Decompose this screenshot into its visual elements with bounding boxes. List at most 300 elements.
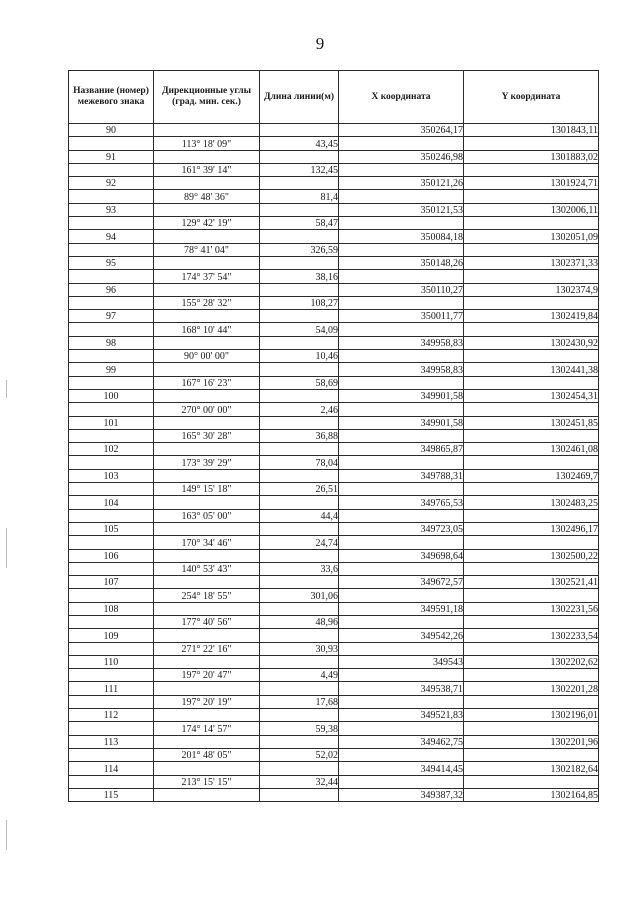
- direction-angle-cell: 78° 41' 04": [154, 243, 260, 256]
- empty-cell: [339, 190, 464, 203]
- empty-cell: [260, 416, 339, 429]
- direction-angle-cell: 155° 28' 32": [154, 296, 260, 309]
- line-length-cell: 36,88: [260, 429, 339, 442]
- header-y-coordinate: Y координата: [464, 71, 599, 124]
- empty-cell: [260, 203, 339, 216]
- table-row-segment: [69, 775, 599, 788]
- table-row-segment: [69, 137, 599, 150]
- marker-number-cell: 94: [69, 230, 154, 243]
- marker-number-cell: 115: [69, 788, 154, 801]
- empty-cell: [339, 669, 464, 682]
- table-row-point: [69, 576, 599, 589]
- empty-cell: [260, 629, 339, 642]
- empty-cell: [339, 642, 464, 655]
- line-length-cell: 78,04: [260, 456, 339, 469]
- empty-cell: [260, 363, 339, 376]
- x-coordinate-cell: 350110,27: [339, 283, 464, 296]
- line-length-cell: 33,6: [260, 562, 339, 575]
- x-coordinate-cell: 349542,26: [339, 629, 464, 642]
- empty-cell: [69, 350, 154, 363]
- empty-cell: [464, 376, 599, 389]
- line-length-cell: 4,49: [260, 669, 339, 682]
- empty-cell: [260, 283, 339, 296]
- x-coordinate-cell: 349723,05: [339, 522, 464, 535]
- direction-angle-cell: 174° 14' 57": [154, 722, 260, 735]
- empty-cell: [339, 748, 464, 761]
- table-row-segment: [69, 562, 599, 575]
- marker-number-cell: 110: [69, 655, 154, 668]
- line-length-cell: 30,93: [260, 642, 339, 655]
- empty-cell: [464, 403, 599, 416]
- empty-cell: [154, 230, 260, 243]
- x-coordinate-cell: 350148,26: [339, 256, 464, 269]
- empty-cell: [69, 323, 154, 336]
- table-row-point: [69, 522, 599, 535]
- empty-cell: [260, 735, 339, 748]
- header-direction-angle: Дирекционные углы (град. мин. сек.): [154, 71, 260, 124]
- empty-cell: [69, 615, 154, 628]
- y-coordinate-cell: 1302451,85: [464, 416, 599, 429]
- table-row-segment: [69, 695, 599, 708]
- line-length-cell: 58,47: [260, 217, 339, 230]
- table-row-point: [69, 203, 599, 216]
- table-row-segment: [69, 323, 599, 336]
- line-length-cell: 17,68: [260, 695, 339, 708]
- table-row-segment: [69, 217, 599, 230]
- empty-cell: [464, 483, 599, 496]
- empty-cell: [464, 217, 599, 230]
- empty-cell: [339, 483, 464, 496]
- table-row-segment: [69, 403, 599, 416]
- line-length-cell: 2,46: [260, 403, 339, 416]
- empty-cell: [464, 137, 599, 150]
- empty-cell: [154, 177, 260, 190]
- empty-cell: [69, 429, 154, 442]
- marker-number-cell: 104: [69, 496, 154, 509]
- line-length-cell: 108,27: [260, 296, 339, 309]
- y-coordinate-cell: 1302496,17: [464, 522, 599, 535]
- empty-cell: [464, 163, 599, 176]
- direction-angle-cell: 129° 42' 19": [154, 217, 260, 230]
- marker-number-cell: 114: [69, 762, 154, 775]
- empty-cell: [339, 562, 464, 575]
- y-coordinate-cell: 1302164,85: [464, 788, 599, 801]
- line-length-cell: 26,51: [260, 483, 339, 496]
- x-coordinate-cell: 349865,87: [339, 443, 464, 456]
- line-length-cell: 81,4: [260, 190, 339, 203]
- empty-cell: [260, 788, 339, 801]
- empty-cell: [154, 124, 260, 137]
- empty-cell: [69, 589, 154, 602]
- line-length-cell: 54,09: [260, 323, 339, 336]
- empty-cell: [260, 443, 339, 456]
- empty-cell: [69, 722, 154, 735]
- table-row-point: [69, 682, 599, 695]
- empty-cell: [69, 163, 154, 176]
- line-length-cell: 326,59: [260, 243, 339, 256]
- marker-number-cell: 95: [69, 256, 154, 269]
- empty-cell: [339, 509, 464, 522]
- empty-cell: [464, 642, 599, 655]
- empty-cell: [464, 775, 599, 788]
- table-row-point: [69, 416, 599, 429]
- empty-cell: [339, 137, 464, 150]
- empty-cell: [154, 150, 260, 163]
- marker-number-cell: 102: [69, 443, 154, 456]
- empty-cell: [464, 748, 599, 761]
- table-row-point: [69, 124, 599, 137]
- marker-number-cell: 98: [69, 336, 154, 349]
- y-coordinate-cell: 1302483,25: [464, 496, 599, 509]
- direction-angle-cell: 149° 15' 18": [154, 483, 260, 496]
- x-coordinate-cell: 349591,18: [339, 602, 464, 615]
- y-coordinate-cell: 1302196,01: [464, 709, 599, 722]
- table-row-segment: [69, 642, 599, 655]
- empty-cell: [464, 562, 599, 575]
- y-coordinate-cell: 1301883,02: [464, 150, 599, 163]
- marker-number-cell: 109: [69, 629, 154, 642]
- marker-number-cell: 93: [69, 203, 154, 216]
- empty-cell: [154, 336, 260, 349]
- empty-cell: [260, 655, 339, 668]
- x-coordinate-cell: 349901,58: [339, 416, 464, 429]
- empty-cell: [339, 376, 464, 389]
- empty-cell: [339, 695, 464, 708]
- empty-cell: [464, 509, 599, 522]
- coordinates-table: [68, 70, 599, 802]
- empty-cell: [154, 443, 260, 456]
- empty-cell: [339, 775, 464, 788]
- x-coordinate-cell: 350011,77: [339, 310, 464, 323]
- empty-cell: [464, 323, 599, 336]
- header-marker-name: Название (номер) межевого знака: [69, 71, 154, 124]
- table-row-segment: [69, 669, 599, 682]
- direction-angle-cell: 174° 37' 54": [154, 270, 260, 283]
- table-row-point: [69, 363, 599, 376]
- table-row-point: [69, 283, 599, 296]
- empty-cell: [464, 695, 599, 708]
- empty-cell: [464, 350, 599, 363]
- y-coordinate-cell: 1302201,96: [464, 735, 599, 748]
- direction-angle-cell: 161° 39' 14": [154, 163, 260, 176]
- marker-number-cell: 91: [69, 150, 154, 163]
- y-coordinate-cell: 1302469,7: [464, 469, 599, 482]
- marker-number-cell: 100: [69, 389, 154, 402]
- empty-cell: [260, 496, 339, 509]
- empty-cell: [260, 310, 339, 323]
- empty-cell: [69, 190, 154, 203]
- table-row-point: [69, 469, 599, 482]
- empty-cell: [339, 615, 464, 628]
- marker-number-cell: 112: [69, 709, 154, 722]
- empty-cell: [154, 655, 260, 668]
- y-coordinate-cell: 1302374,9: [464, 283, 599, 296]
- scan-edge-mark: [6, 380, 7, 398]
- empty-cell: [260, 256, 339, 269]
- empty-cell: [260, 602, 339, 615]
- empty-cell: [464, 589, 599, 602]
- x-coordinate-cell: 350121,53: [339, 203, 464, 216]
- table-row-point: [69, 655, 599, 668]
- empty-cell: [154, 549, 260, 562]
- y-coordinate-cell: 1301843,11: [464, 124, 599, 137]
- empty-cell: [464, 429, 599, 442]
- x-coordinate-cell: 349698,64: [339, 549, 464, 562]
- empty-cell: [154, 629, 260, 642]
- line-length-cell: 52,02: [260, 748, 339, 761]
- x-coordinate-cell: 349672,57: [339, 576, 464, 589]
- empty-cell: [69, 296, 154, 309]
- empty-cell: [69, 562, 154, 575]
- empty-cell: [69, 748, 154, 761]
- table-row-point: [69, 602, 599, 615]
- empty-cell: [154, 602, 260, 615]
- table-row-point: [69, 443, 599, 456]
- y-coordinate-cell: 1301924,71: [464, 177, 599, 190]
- table-row-point: [69, 549, 599, 562]
- line-length-cell: 301,06: [260, 589, 339, 602]
- table-row-segment: [69, 190, 599, 203]
- direction-angle-cell: 113° 18' 09": [154, 137, 260, 150]
- x-coordinate-cell: 349958,83: [339, 336, 464, 349]
- table-row-segment: [69, 270, 599, 283]
- y-coordinate-cell: 1302371,33: [464, 256, 599, 269]
- y-coordinate-cell: 1302051,09: [464, 230, 599, 243]
- table-row-point: [69, 310, 599, 323]
- marker-number-cell: 106: [69, 549, 154, 562]
- marker-number-cell: 111: [69, 682, 154, 695]
- empty-cell: [339, 323, 464, 336]
- direction-angle-cell: 197° 20' 19": [154, 695, 260, 708]
- table-row-segment: [69, 163, 599, 176]
- marker-number-cell: 105: [69, 522, 154, 535]
- empty-cell: [260, 230, 339, 243]
- table-row-segment: [69, 376, 599, 389]
- table-row-segment: [69, 536, 599, 549]
- page-number: 9: [315, 34, 325, 53]
- table-row-segment: [69, 509, 599, 522]
- empty-cell: [69, 403, 154, 416]
- y-coordinate-cell: 1302430,92: [464, 336, 599, 349]
- table-row-point: [69, 256, 599, 269]
- marker-number-cell: 101: [69, 416, 154, 429]
- empty-cell: [69, 137, 154, 150]
- line-length-cell: 24,74: [260, 536, 339, 549]
- direction-angle-cell: 165° 30' 28": [154, 429, 260, 442]
- x-coordinate-cell: 350121,26: [339, 177, 464, 190]
- direction-angle-cell: 213° 15' 15": [154, 775, 260, 788]
- empty-cell: [260, 682, 339, 695]
- x-coordinate-cell: 349901,58: [339, 389, 464, 402]
- direction-angle-cell: 197° 20' 47": [154, 669, 260, 682]
- x-coordinate-cell: 349543: [339, 655, 464, 668]
- empty-cell: [464, 190, 599, 203]
- empty-cell: [154, 363, 260, 376]
- empty-cell: [154, 682, 260, 695]
- direction-angle-cell: 89° 48' 36": [154, 190, 260, 203]
- empty-cell: [260, 709, 339, 722]
- empty-cell: [339, 589, 464, 602]
- x-coordinate-cell: 349538,71: [339, 682, 464, 695]
- empty-cell: [464, 536, 599, 549]
- empty-cell: [464, 669, 599, 682]
- line-length-cell: 132,45: [260, 163, 339, 176]
- empty-cell: [260, 336, 339, 349]
- empty-cell: [154, 416, 260, 429]
- empty-cell: [339, 217, 464, 230]
- empty-cell: [339, 163, 464, 176]
- table-row-point: [69, 496, 599, 509]
- scan-edge-mark: [6, 820, 7, 850]
- empty-cell: [464, 615, 599, 628]
- table-row-point: [69, 762, 599, 775]
- table-row-segment: [69, 722, 599, 735]
- empty-cell: [260, 576, 339, 589]
- table-row-segment: [69, 350, 599, 363]
- line-length-cell: 44,4: [260, 509, 339, 522]
- empty-cell: [464, 722, 599, 735]
- empty-cell: [154, 735, 260, 748]
- empty-cell: [69, 695, 154, 708]
- empty-cell: [464, 243, 599, 256]
- table-row-segment: [69, 456, 599, 469]
- y-coordinate-cell: 1302201,28: [464, 682, 599, 695]
- direction-angle-cell: 173° 39' 29": [154, 456, 260, 469]
- direction-angle-cell: 270° 00' 00": [154, 403, 260, 416]
- empty-cell: [154, 522, 260, 535]
- table-row-point: [69, 177, 599, 190]
- x-coordinate-cell: 349387,32: [339, 788, 464, 801]
- empty-cell: [154, 762, 260, 775]
- empty-cell: [154, 469, 260, 482]
- empty-cell: [154, 389, 260, 402]
- empty-cell: [339, 722, 464, 735]
- direction-angle-cell: 90° 00' 00": [154, 350, 260, 363]
- table-row-segment: [69, 589, 599, 602]
- empty-cell: [339, 270, 464, 283]
- table-header-row: [69, 71, 599, 124]
- marker-number-cell: 97: [69, 310, 154, 323]
- empty-cell: [69, 243, 154, 256]
- marker-number-cell: 92: [69, 177, 154, 190]
- empty-cell: [260, 522, 339, 535]
- empty-cell: [339, 429, 464, 442]
- line-length-cell: 48,96: [260, 615, 339, 628]
- y-coordinate-cell: 1302454,31: [464, 389, 599, 402]
- empty-cell: [69, 270, 154, 283]
- table-row-point: [69, 389, 599, 402]
- empty-cell: [339, 296, 464, 309]
- empty-cell: [339, 403, 464, 416]
- empty-cell: [69, 775, 154, 788]
- marker-number-cell: 108: [69, 602, 154, 615]
- empty-cell: [339, 350, 464, 363]
- y-coordinate-cell: 1302182,64: [464, 762, 599, 775]
- direction-angle-cell: 254° 18' 55": [154, 589, 260, 602]
- table-row-point: [69, 629, 599, 642]
- empty-cell: [69, 642, 154, 655]
- table-body: [69, 124, 599, 802]
- y-coordinate-cell: 1302233,54: [464, 629, 599, 642]
- table-row-segment: [69, 748, 599, 761]
- header-line-length: Длина линии(м): [260, 71, 339, 124]
- line-length-cell: 58,69: [260, 376, 339, 389]
- x-coordinate-cell: 349521,83: [339, 709, 464, 722]
- marker-number-cell: 99: [69, 363, 154, 376]
- direction-angle-cell: 163° 05' 00": [154, 509, 260, 522]
- table-row-point: [69, 336, 599, 349]
- empty-cell: [154, 576, 260, 589]
- table-row-point: [69, 788, 599, 801]
- x-coordinate-cell: 349414,45: [339, 762, 464, 775]
- y-coordinate-cell: 1302441,38: [464, 363, 599, 376]
- empty-cell: [339, 456, 464, 469]
- empty-cell: [464, 456, 599, 469]
- empty-cell: [464, 296, 599, 309]
- marker-number-cell: 103: [69, 469, 154, 482]
- x-coordinate-cell: 349765,53: [339, 496, 464, 509]
- table-row-segment: [69, 243, 599, 256]
- empty-cell: [260, 177, 339, 190]
- x-coordinate-cell: 349958,83: [339, 363, 464, 376]
- direction-angle-cell: 167° 16' 23": [154, 376, 260, 389]
- empty-cell: [154, 256, 260, 269]
- direction-angle-cell: 177° 40' 56": [154, 615, 260, 628]
- empty-cell: [69, 669, 154, 682]
- direction-angle-cell: 271° 22' 16": [154, 642, 260, 655]
- empty-cell: [69, 509, 154, 522]
- direction-angle-cell: 201° 48' 05": [154, 748, 260, 761]
- scan-edge-mark: [6, 528, 7, 568]
- y-coordinate-cell: 1302231,56: [464, 602, 599, 615]
- empty-cell: [260, 389, 339, 402]
- empty-cell: [260, 762, 339, 775]
- empty-cell: [339, 536, 464, 549]
- x-coordinate-cell: 349462,75: [339, 735, 464, 748]
- table-row-segment: [69, 615, 599, 628]
- marker-number-cell: 107: [69, 576, 154, 589]
- empty-cell: [260, 469, 339, 482]
- empty-cell: [69, 217, 154, 230]
- empty-cell: [154, 496, 260, 509]
- table-row-segment: [69, 483, 599, 496]
- x-coordinate-cell: 350084,18: [339, 230, 464, 243]
- empty-cell: [154, 203, 260, 216]
- empty-cell: [69, 483, 154, 496]
- marker-number-cell: 96: [69, 283, 154, 296]
- line-length-cell: 59,38: [260, 722, 339, 735]
- empty-cell: [69, 536, 154, 549]
- empty-cell: [260, 549, 339, 562]
- marker-number-cell: 90: [69, 124, 154, 137]
- marker-number-cell: 113: [69, 735, 154, 748]
- y-coordinate-cell: 1302006,11: [464, 203, 599, 216]
- y-coordinate-cell: 1302419,84: [464, 310, 599, 323]
- y-coordinate-cell: 1302461,08: [464, 443, 599, 456]
- line-length-cell: 10,46: [260, 350, 339, 363]
- empty-cell: [154, 788, 260, 801]
- table-row-point: [69, 735, 599, 748]
- table-row-point: [69, 230, 599, 243]
- empty-cell: [260, 150, 339, 163]
- x-coordinate-cell: 349788,31: [339, 469, 464, 482]
- direction-angle-cell: 168° 10' 44": [154, 323, 260, 336]
- y-coordinate-cell: 1302202,62: [464, 655, 599, 668]
- line-length-cell: 43,45: [260, 137, 339, 150]
- x-coordinate-cell: 350264,17: [339, 124, 464, 137]
- empty-cell: [69, 456, 154, 469]
- empty-cell: [260, 124, 339, 137]
